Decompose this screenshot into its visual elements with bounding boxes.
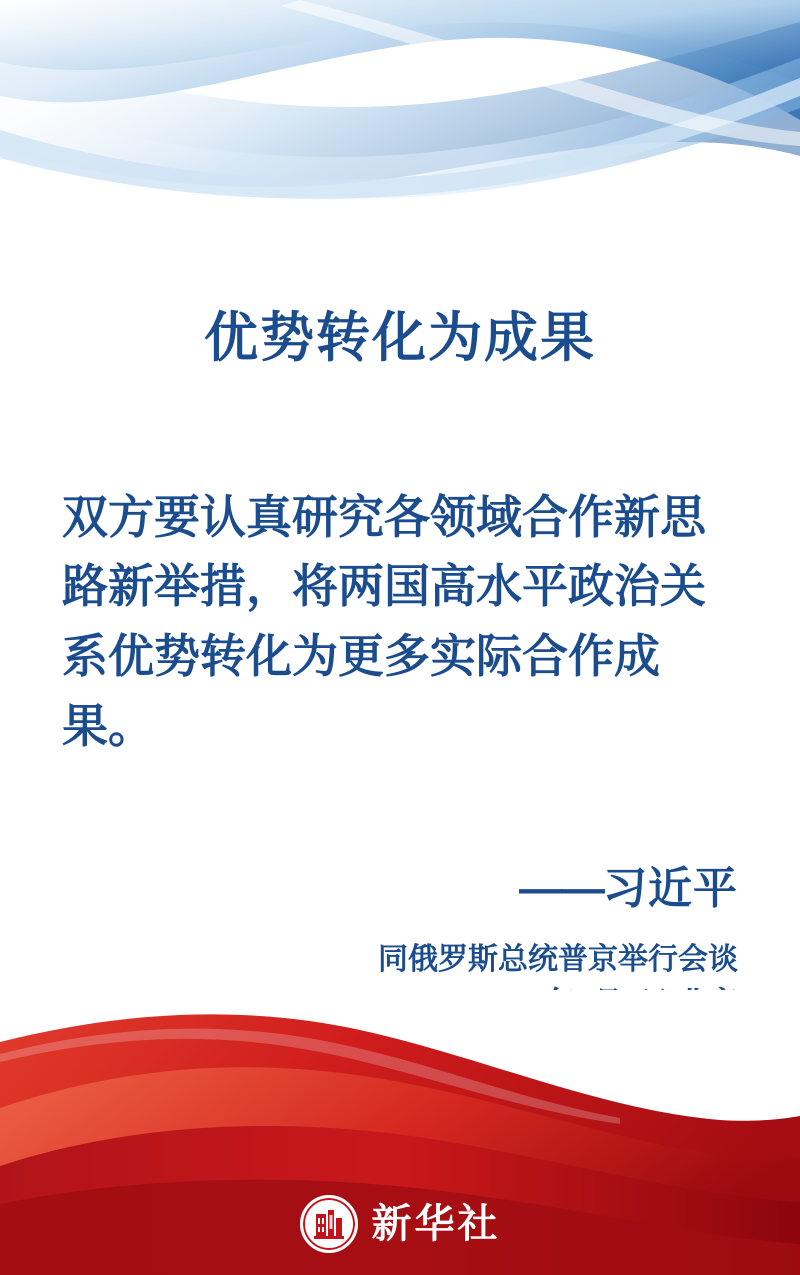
xinhua-logo-text: 新华社 [371,1202,501,1246]
attribution-name: 习近平 [603,864,738,914]
poster-content [0,250,800,1025]
xinhua-logo [0,1195,800,1253]
xinhua-agency-logo-icon [300,1195,358,1253]
top-wave-decoration [0,0,800,230]
attribution [0,852,738,916]
quote-text: 双方要认真研究各领域合作新思路新举措，将两国高水平政治关系优势转化为更多实际合作成果。 [62,490,706,753]
event-occasion: 同俄罗斯总统普京举行会谈 [378,943,738,977]
page-title: 优势转化为成果 [204,308,596,368]
attribution-dash: —— [519,864,603,914]
